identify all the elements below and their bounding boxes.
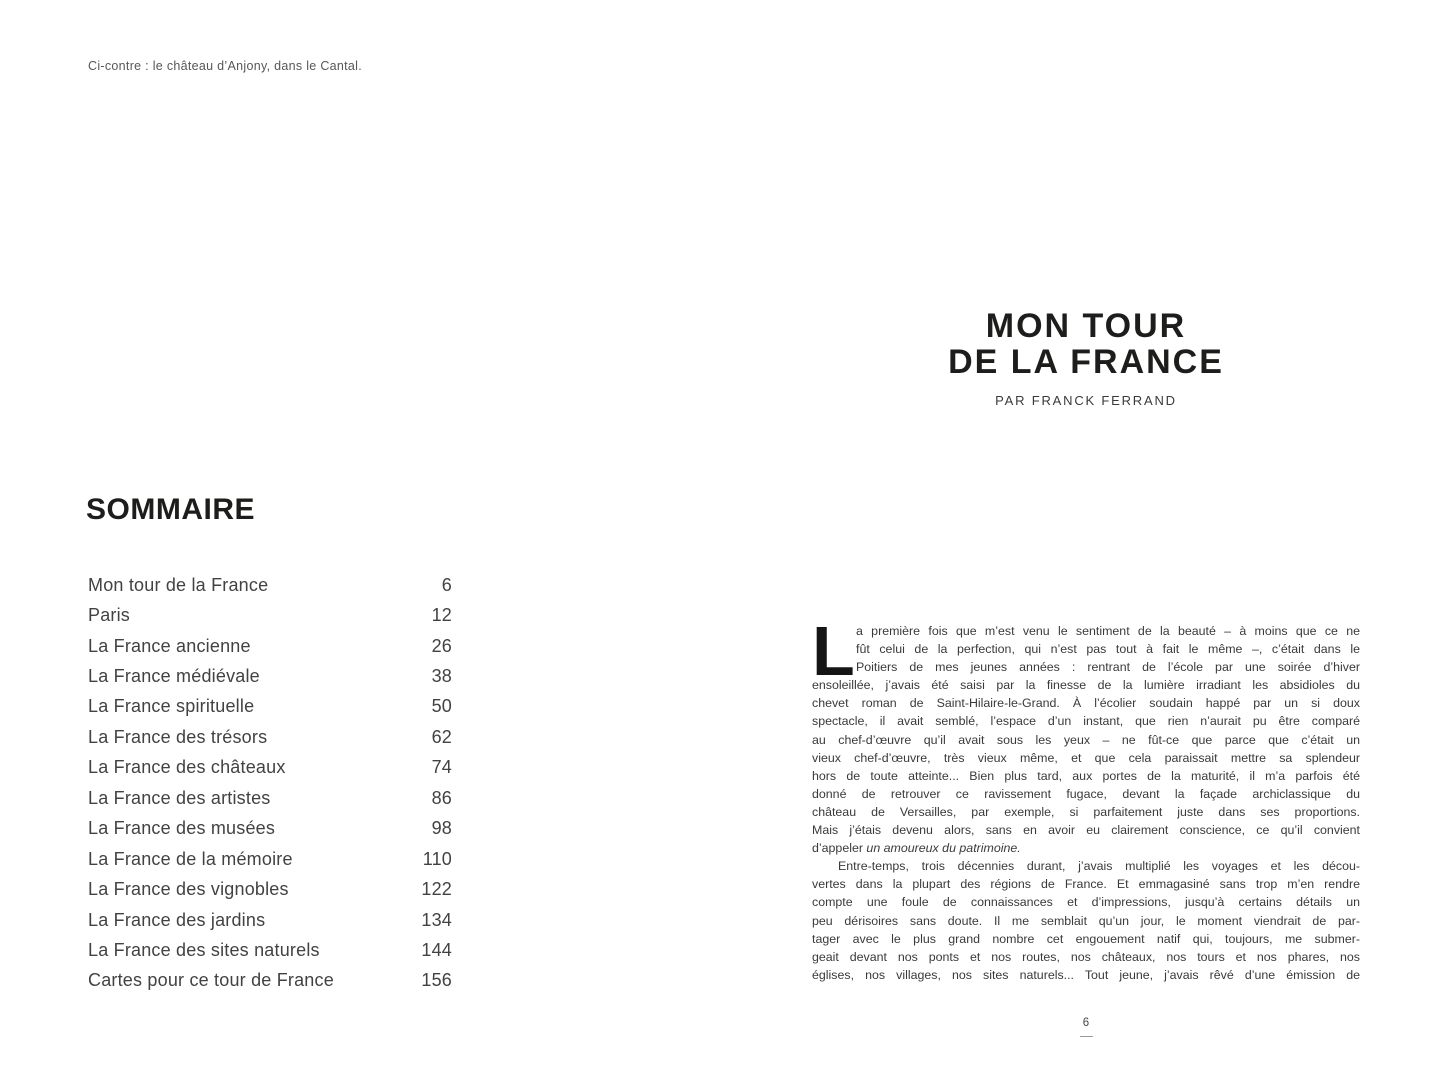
body-line: églises, nos villages, nos sites naturels... Tout jeune, j’avais rêvé d’une émission de — [812, 967, 1360, 982]
body-line: spectacle, il avait semblé, l’espace d’un instant, que rien n’aurait pu être comparé — [812, 714, 1360, 729]
toc-item-label: Paris — [88, 605, 131, 626]
body-text — [812, 612, 1360, 984]
body-line: au chef-d’œuvre qu’il avait sous les yeux – ne fût-ce que parce que c’était un — [812, 732, 1360, 747]
toc-item-label: La France des jardins — [88, 909, 266, 930]
toc-row — [88, 905, 452, 935]
italic-phrase: un amoureux du patrimoine. — [866, 841, 1021, 856]
toc-item-label: La France ancienne — [88, 635, 251, 656]
body-line: peu dérisoires sans doute. Il me semblait qu’un jour, le moment viendrait de par- — [812, 913, 1360, 928]
chapter-byline: PAR FRANCK FERRAND — [995, 393, 1177, 408]
body-line: Mais j’étais devenu alors, sans en avoir eu clairement conscience, ce qu’il convient — [812, 823, 1360, 838]
toc-item-page: 38 — [431, 666, 452, 687]
toc-item-label: Cartes pour ce tour de France — [88, 970, 334, 991]
body-line: compte une foule de connaissances et d’impressions, jusqu’à certains détails un — [812, 895, 1360, 910]
body-line: vieux chef-d’œuvre, très vieux même, et que cela paraissait mettre sa splendeur — [812, 750, 1360, 765]
toc-row — [88, 783, 452, 813]
toc-row — [88, 753, 452, 783]
toc-item-label: La France des musées — [88, 818, 276, 839]
body-line-text: d’appeler — [812, 841, 867, 856]
chapter-title-line1: MON TOUR — [985, 307, 1187, 345]
toc-item-label: La France des sites naturels — [88, 939, 320, 960]
toc-item-page: 86 — [431, 787, 452, 808]
body-line: tager avec le plus grand nombre cet engouement natif qui, toujours, me submer- — [812, 931, 1360, 946]
toc-item-label: La France des trésors — [88, 726, 268, 747]
body-line: geait devant nos ponts et nos routes, nos châteaux, nos tours et nos phares, nos — [812, 949, 1360, 964]
toc-row — [88, 692, 452, 722]
toc-item-label: Mon tour de la France — [88, 574, 269, 595]
toc-row — [88, 844, 452, 874]
toc-item-page: 144 — [421, 939, 452, 960]
toc-item-label: La France des artistes — [88, 787, 271, 808]
toc-list — [88, 570, 452, 996]
toc-item-page: 50 — [431, 696, 452, 717]
toc-item-page: 12 — [431, 605, 452, 626]
body-line: donné de retrouver ce ravissement fugace, devant la façade archiclassique du — [812, 786, 1360, 801]
body-line: hors de toute atteinte... Bien plus tard, aux portes de la maturité, il m’a parfois été — [812, 768, 1360, 783]
toc-item-label: La France médiévale — [88, 666, 260, 687]
body-line: ensoleillée, j’avais été saisi par la finesse de la lumière irradiant les absidioles du — [812, 678, 1360, 693]
toc-row — [88, 874, 452, 904]
toc-item-page: 122 — [421, 879, 452, 900]
body-line: Poitiers de mes jeunes années : rentrant de l’école par une soirée d’hiver — [856, 660, 1360, 675]
chapter-title-line2: DE LA FRANCE — [948, 343, 1224, 381]
toc-item-page: 110 — [422, 848, 452, 869]
body-line: Entre-temps, trois décennies durant, j’avais multiplié les voyages et les décou- — [838, 859, 1360, 874]
toc-row — [88, 935, 452, 965]
sommaire-title: SOMMAIRE — [86, 493, 255, 526]
drop-cap: L — [812, 612, 855, 690]
toc-item-label: La France des châteaux — [88, 757, 286, 778]
toc-item-page: 134 — [421, 909, 452, 930]
toc-item-page: 62 — [431, 726, 452, 747]
photo-caption: Ci-contre : le château d’Anjony, dans le Cantal. — [88, 59, 363, 73]
folio-rule — [1080, 1036, 1093, 1037]
toc-item-page: 98 — [431, 818, 452, 839]
toc-item-label: La France spirituelle — [88, 696, 255, 717]
toc-row — [88, 966, 452, 996]
body-line: fût celui de la perfection, qui n’est pas tout à fait le même –, c’était dans le — [856, 642, 1360, 657]
toc-item-page: 156 — [421, 970, 452, 991]
toc-row — [88, 722, 452, 752]
folio-page-number: 6 — [1082, 1017, 1090, 1029]
body-line: a première fois que m’est venu le sentiment de la beauté – à moins que ce ne — [856, 624, 1360, 638]
body-line: chevet roman de Saint-Hilaire-le-Grand. À l’écolier soudain happé par un si doux — [812, 696, 1360, 711]
body-line: vertes dans la plupart des régions de France. Et emmagasiné sans trop m’en rendre — [812, 877, 1360, 892]
body-line — [812, 839, 1360, 857]
toc-item-page: 26 — [431, 635, 452, 656]
toc-row — [88, 570, 452, 600]
toc-item-label: La France de la mémoire — [88, 848, 293, 869]
chapter-title — [772, 308, 1400, 380]
toc-item-page: 74 — [431, 757, 452, 778]
toc-row — [88, 661, 452, 691]
toc-item-page: 6 — [441, 574, 452, 595]
toc-item-label: La France des vignobles — [88, 879, 289, 900]
toc-row — [88, 631, 452, 661]
body-line: château de Versailles, par exemple, si parfaitement juste dans ses proportions. — [812, 804, 1360, 819]
toc-row — [88, 814, 452, 844]
toc-row — [88, 600, 452, 630]
